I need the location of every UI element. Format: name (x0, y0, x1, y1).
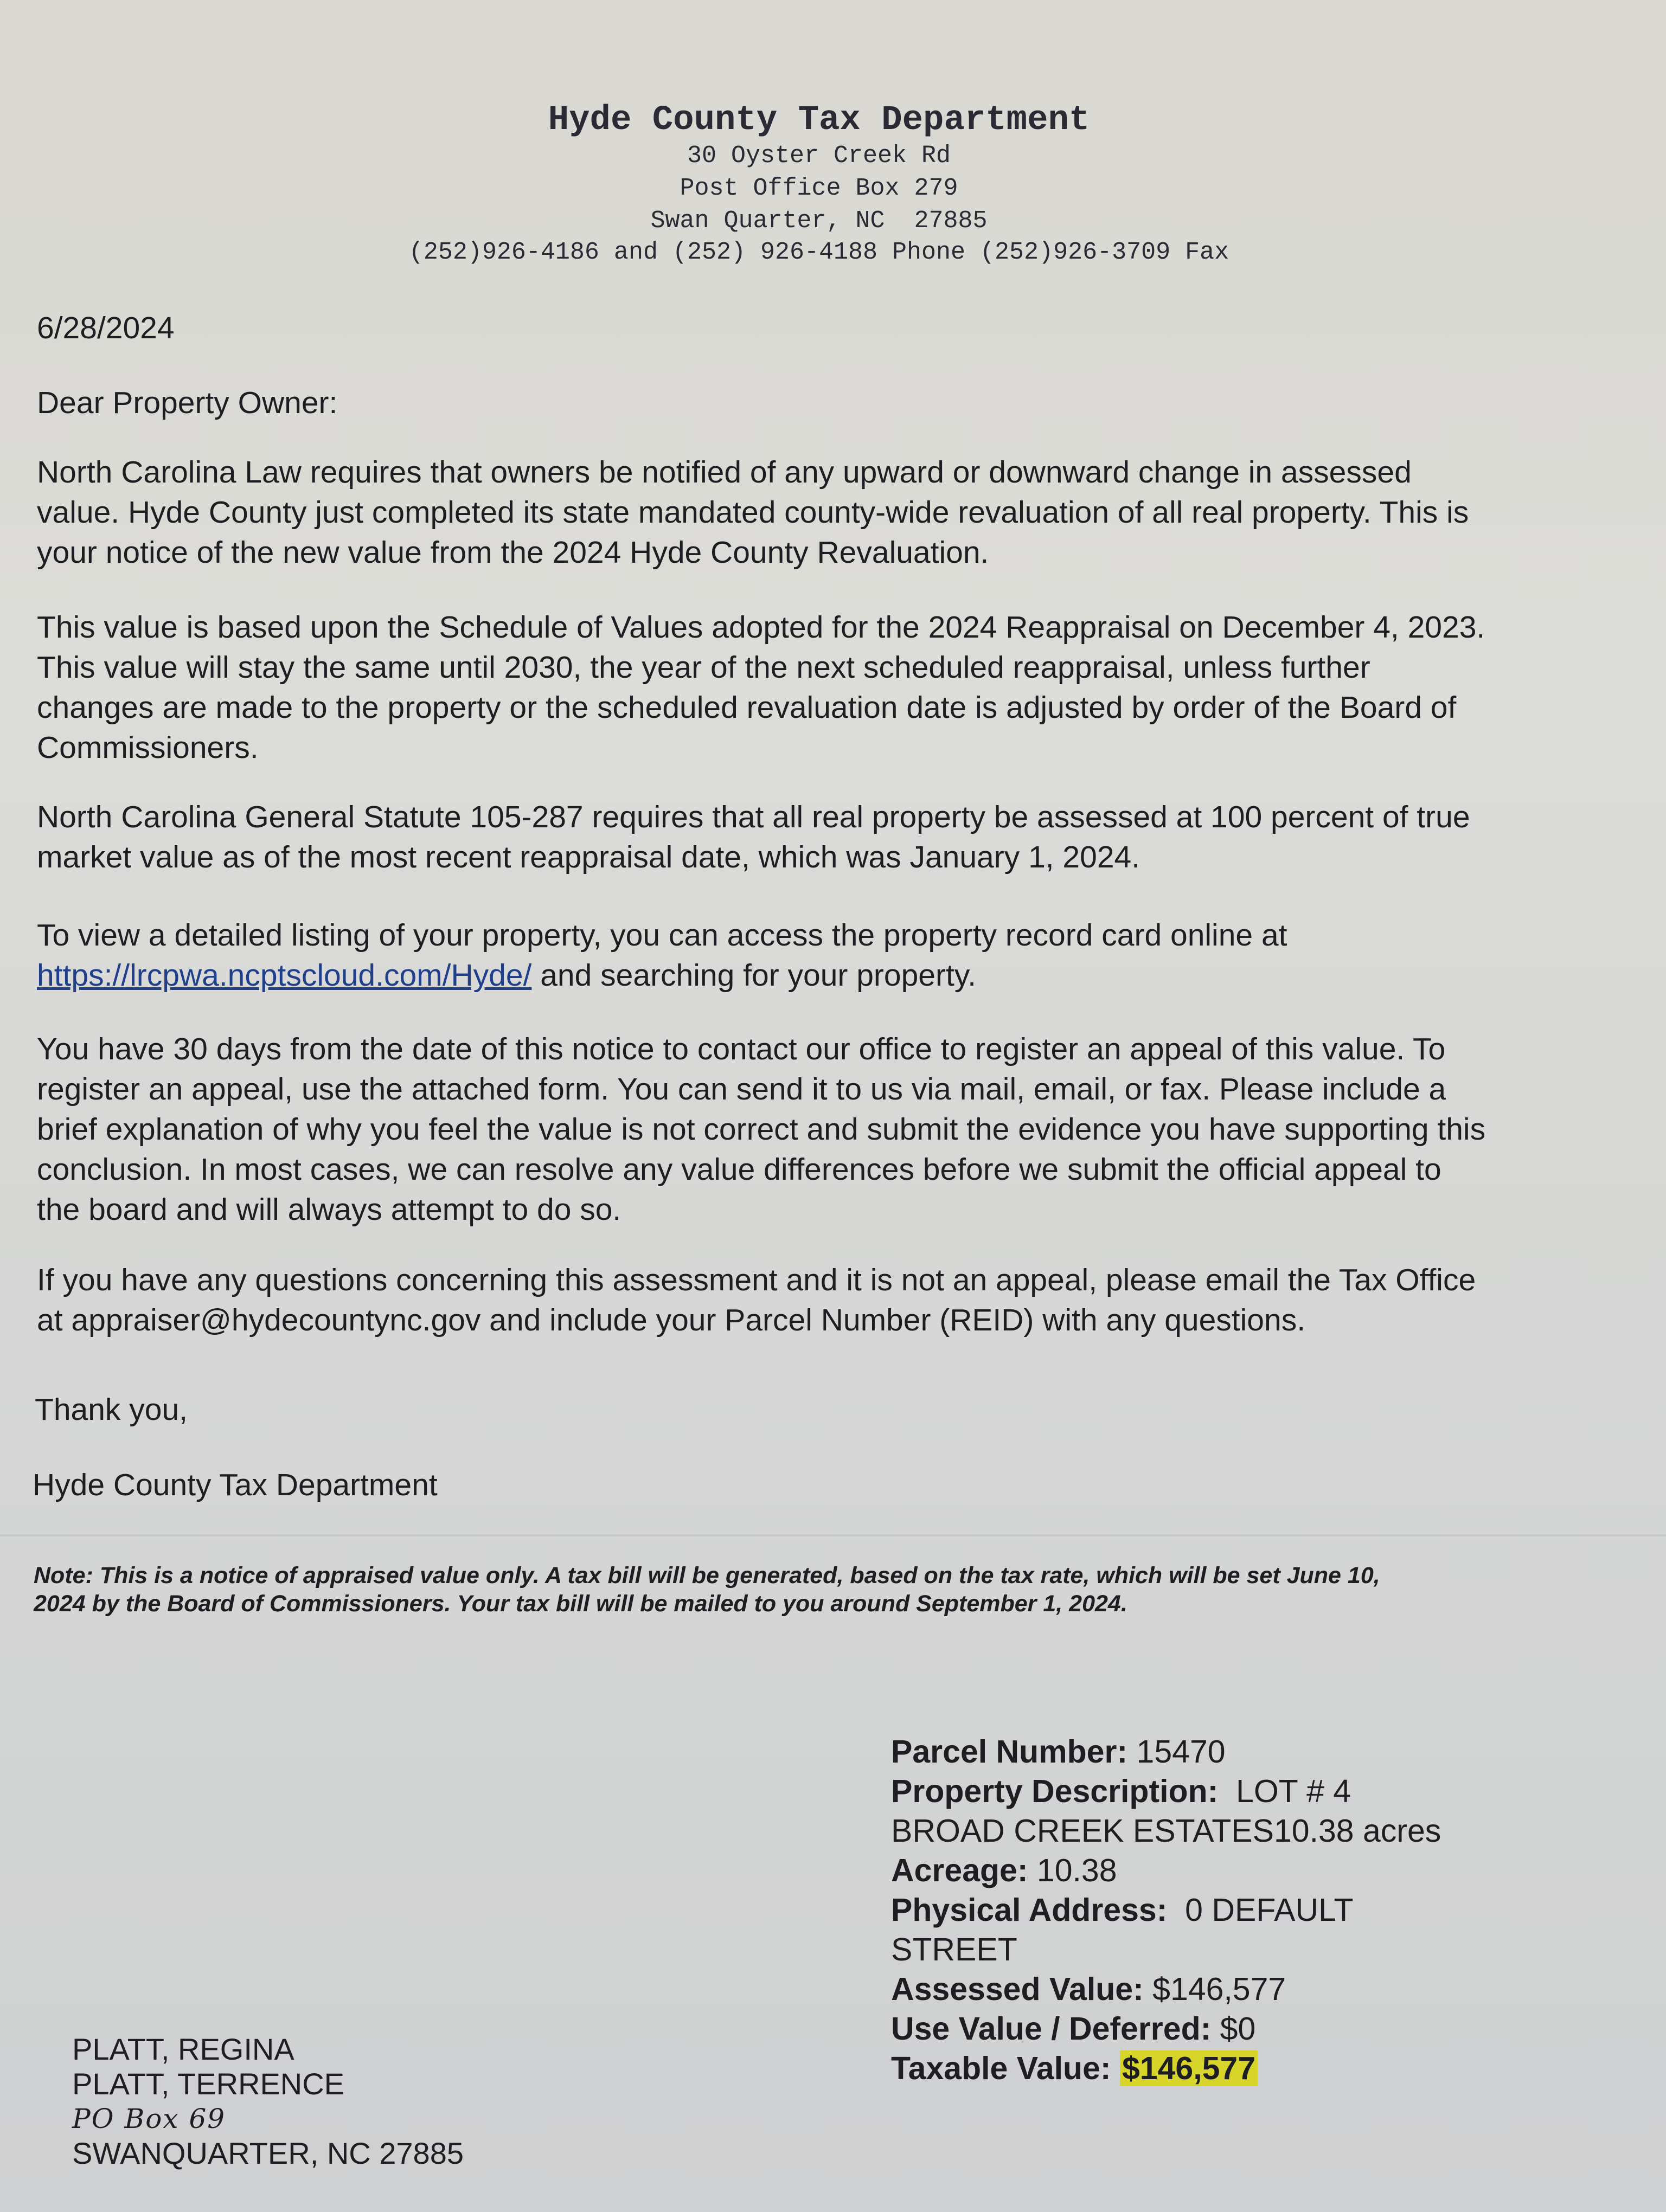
acreage (891, 1851, 1441, 1891)
owner-city: SWANQUARTER, NC 27885 (72, 2136, 464, 2170)
paragraph-questions (37, 1260, 1476, 1340)
owner-name-2: PLATT, TERRENCE (72, 2067, 345, 2101)
letterhead-address-pobox: Post Office Box 279 (680, 175, 958, 202)
label: Physical Address: (891, 1892, 1168, 1928)
line: value. Hyde County just completed its state mandated county-wide revaluation of all real property. This is (37, 495, 1469, 530)
assessed-value (891, 1970, 1441, 2009)
paragraph-online-record (37, 915, 1287, 995)
owner-address-block (72, 2032, 464, 2171)
paragraph-notification (37, 452, 1469, 573)
line: This value will stay the same until 2030, the year of the next scheduled reappraisal, unless further (37, 650, 1370, 685)
property-info-block (891, 1732, 1441, 2088)
line: This value is based upon the Schedule of Values adopted for the 2024 Reappraisal on December 4, 2023. (37, 610, 1485, 645)
label: Parcel Number: (891, 1734, 1128, 1770)
line: Commissioners. (37, 730, 259, 765)
line: at appraiser@hydecountync.gov and include your Parcel Number (REID) with any questions. (37, 1303, 1306, 1338)
line: market value as of the most recent reappraisal date, which was January 1, 2024. (37, 840, 1140, 874)
physical-address-line2: STREET (891, 1932, 1017, 1967)
paragraph-appeal (37, 1029, 1485, 1230)
label: Property Description: (891, 1773, 1219, 1809)
letter-date: 6/28/2024 (37, 311, 175, 345)
letterhead-address-street: 30 Oyster Creek Rd (687, 142, 951, 170)
parcel-number (891, 1732, 1441, 1772)
value: 10.38 (1028, 1853, 1117, 1888)
handwritten-address: PO Box 69 (72, 2103, 226, 2134)
value: $146,577 (1143, 1971, 1286, 2007)
line: You have 30 days from the date of this notice to contact our office to register an appeal of this value. To (37, 1032, 1446, 1066)
line: 2024 by the Board of Commissioners. Your tax bill will be mailed to you around September 1, 2024. (34, 1591, 1127, 1617)
letterhead-title: Hyde County Tax Department (548, 101, 1090, 140)
line: conclusion. In most cases, we can resolve any value differences before we submit the official appeal to (37, 1152, 1441, 1187)
label: Assessed Value: (891, 1971, 1144, 2007)
line: North Carolina Law requires that owners be notified of any upward or downward change in assessed (37, 455, 1412, 490)
letterhead-address-city: Swan Quarter, NC 27885 (650, 207, 988, 235)
label: Taxable Value: (891, 2050, 1111, 2086)
property-description-line2: BROAD CREEK ESTATES10.38 acres (891, 1813, 1441, 1849)
line: Note: This is a notice of appraised value only. A tax bill will be generated, based on the tax rate, which will be set June 10, (34, 1562, 1380, 1589)
line: North Carolina General Statute 105-287 requires that all real property be assessed at 100 percent of true (37, 800, 1470, 834)
signature: Hyde County Tax Department (33, 1468, 438, 1502)
line: changes are made to the property or the scheduled revaluation date is adjusted by order of the Board of (37, 690, 1457, 725)
taxable-value (891, 2049, 1441, 2088)
line: the board and will always attempt to do so. (37, 1192, 621, 1227)
paragraph-schedule (37, 607, 1485, 768)
value: 15470 (1127, 1734, 1226, 1770)
label: Acreage: (891, 1853, 1028, 1888)
line (37, 955, 1287, 995)
value: 0 DEFAULT (1167, 1892, 1354, 1928)
paragraph-statute (37, 797, 1470, 877)
use-value-deferred (891, 2009, 1441, 2049)
owner-name-1: PLATT, REGINA (72, 2032, 294, 2066)
line: your notice of the new value from the 2024 Hyde County Revaluation. (37, 535, 989, 570)
line: If you have any questions concerning this assessment and it is not an appeal, please email the Tax Office (37, 1263, 1476, 1297)
value: LOT # 4 (1218, 1773, 1351, 1809)
letterhead-phones: (252)926-4186 and (252) 926-4188 Phone (252)926-3709 Fax (408, 239, 1229, 266)
line: brief explanation of why you feel the value is not correct and submit the evidence you have supporting this (37, 1112, 1486, 1147)
property-description (891, 1772, 1441, 1811)
line: To view a detailed listing of your property, you can access the property record card online at (37, 918, 1287, 953)
salutation: Dear Property Owner: (37, 385, 338, 420)
label: Use Value / Deferred: (891, 2011, 1212, 2047)
highlighted-value: $146,577 (1120, 2050, 1258, 2086)
notice-note (34, 1561, 1380, 1618)
line: register an appeal, use the attached form. You can send it to us via mail, email, or fax. Please include a (37, 1072, 1446, 1107)
line-rest: and searching for your property. (531, 958, 976, 993)
value: $0 (1211, 2011, 1256, 2047)
property-record-link[interactable]: https://lrcpwa.ncptscloud.com/Hyde/ (37, 958, 532, 993)
physical-address (891, 1891, 1441, 1930)
paper-fold (0, 1534, 1666, 1536)
closing: Thank you, (35, 1392, 188, 1427)
